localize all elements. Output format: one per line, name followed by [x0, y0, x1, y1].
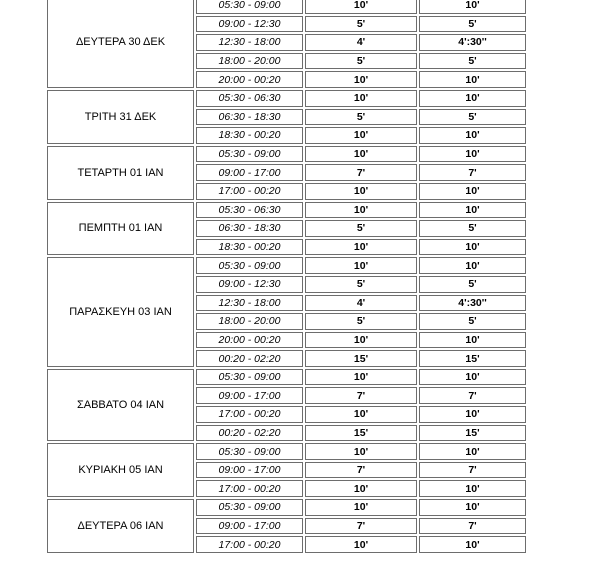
frequency-cell-a: 10' — [305, 257, 417, 274]
day-label: ΤΕΤΑΡΤΗ 01 ΙΑΝ — [47, 146, 194, 200]
time-range-cell: 05:30 - 09:00 — [196, 443, 303, 460]
frequency-cell-b: 5' — [419, 276, 526, 293]
frequency-cell-b: 10' — [419, 0, 526, 14]
time-range-cell: 20:00 - 00:20 — [196, 332, 303, 349]
frequency-cell-b: 10' — [419, 480, 526, 497]
frequency-cell-a: 5' — [305, 276, 417, 293]
day-label: ΔΕΥΤΕΡΑ 30 ΔΕΚ — [47, 0, 194, 88]
time-range-cell: 17:00 - 00:20 — [196, 536, 303, 553]
day-label: ΤΡΙΤΗ 31 ΔΕΚ — [47, 90, 194, 144]
frequency-cell-b: 10' — [419, 406, 526, 423]
time-range-cell: 18:00 - 20:00 — [196, 53, 303, 70]
day-label: ΔΕΥΤΕΡΑ 06 ΙΑΝ — [47, 499, 194, 553]
frequency-cell-a: 10' — [305, 239, 417, 256]
day-label: ΠΕΜΠΤΗ 01 ΙΑΝ — [47, 202, 194, 256]
time-range-cell: 12:30 - 18:00 — [196, 34, 303, 51]
table-row — [47, 0, 526, 14]
time-range-cell: 18:30 - 00:20 — [196, 239, 303, 256]
time-range-cell: 09:00 - 17:00 — [196, 518, 303, 535]
frequency-cell-b: 10' — [419, 202, 526, 219]
frequency-cell-a: 7' — [305, 387, 417, 404]
time-range-cell: 09:00 - 17:00 — [196, 387, 303, 404]
time-range-cell: 17:00 - 00:20 — [196, 183, 303, 200]
frequency-cell-b: 10' — [419, 239, 526, 256]
time-range-cell: 09:00 - 17:00 — [196, 164, 303, 181]
frequency-cell-b: 10' — [419, 332, 526, 349]
frequency-cell-a: 10' — [305, 183, 417, 200]
frequency-cell-b: 7' — [419, 462, 526, 479]
time-range-cell: 18:30 - 00:20 — [196, 127, 303, 144]
frequency-cell-a: 5' — [305, 53, 417, 70]
frequency-cell-b: 10' — [419, 257, 526, 274]
frequency-cell-b: 5' — [419, 16, 526, 33]
frequency-cell-a: 5' — [305, 16, 417, 33]
frequency-cell-b: 10' — [419, 183, 526, 200]
frequency-cell-b: 10' — [419, 443, 526, 460]
time-range-cell: 09:00 - 12:30 — [196, 276, 303, 293]
frequency-cell-a: 10' — [305, 71, 417, 88]
day-label: ΣΑΒΒΑΤΟ 04 ΙΑΝ — [47, 369, 194, 441]
frequency-cell-b: 10' — [419, 146, 526, 163]
frequency-cell-b: 10' — [419, 536, 526, 553]
frequency-cell-a: 5' — [305, 109, 417, 126]
table-row — [47, 499, 526, 516]
time-range-cell: 12:30 - 18:00 — [196, 295, 303, 312]
frequency-cell-a: 10' — [305, 202, 417, 219]
frequency-cell-b: 5' — [419, 220, 526, 237]
time-range-cell: 05:30 - 09:00 — [196, 0, 303, 14]
frequency-cell-b: 4':30'' — [419, 295, 526, 312]
table-row — [47, 202, 526, 219]
frequency-cell-b: 4':30'' — [419, 34, 526, 51]
frequency-cell-b: 7' — [419, 164, 526, 181]
frequency-cell-b: 10' — [419, 369, 526, 386]
frequency-cell-a: 7' — [305, 462, 417, 479]
frequency-cell-b: 5' — [419, 53, 526, 70]
time-range-cell: 05:30 - 09:00 — [196, 499, 303, 516]
frequency-cell-a: 10' — [305, 146, 417, 163]
frequency-cell-a: 10' — [305, 0, 417, 14]
frequency-cell-a: 15' — [305, 350, 417, 367]
frequency-cell-a: 7' — [305, 164, 417, 181]
schedule-body — [47, 0, 526, 553]
time-range-cell: 05:30 - 09:00 — [196, 146, 303, 163]
frequency-cell-a: 5' — [305, 313, 417, 330]
frequency-cell-b: 5' — [419, 313, 526, 330]
time-range-cell: 05:30 - 06:30 — [196, 202, 303, 219]
table-row — [47, 146, 526, 163]
time-range-cell: 05:30 - 09:00 — [196, 369, 303, 386]
frequency-cell-a: 10' — [305, 480, 417, 497]
frequency-cell-a: 10' — [305, 443, 417, 460]
table-row — [47, 257, 526, 274]
time-range-cell: 05:30 - 09:00 — [196, 257, 303, 274]
time-range-cell: 20:00 - 00:20 — [196, 71, 303, 88]
frequency-cell-a: 10' — [305, 406, 417, 423]
time-range-cell: 06:30 - 18:30 — [196, 220, 303, 237]
frequency-cell-a: 10' — [305, 499, 417, 516]
table-row — [47, 369, 526, 386]
frequency-cell-a: 10' — [305, 369, 417, 386]
frequency-cell-a: 4' — [305, 34, 417, 51]
frequency-cell-a: 15' — [305, 425, 417, 442]
frequency-cell-a: 4' — [305, 295, 417, 312]
day-label: ΚΥΡΙΑΚΗ 05 ΙΑΝ — [47, 443, 194, 497]
frequency-cell-b: 5' — [419, 109, 526, 126]
schedule-table — [45, 0, 528, 555]
frequency-cell-a: 10' — [305, 536, 417, 553]
frequency-cell-b: 10' — [419, 499, 526, 516]
frequency-cell-b: 15' — [419, 425, 526, 442]
day-label: ΠΑΡΑΣΚΕΥΗ 03 ΙΑΝ — [47, 257, 194, 367]
time-range-cell: 00:20 - 02:20 — [196, 350, 303, 367]
time-range-cell: 17:00 - 00:20 — [196, 480, 303, 497]
frequency-cell-a: 10' — [305, 127, 417, 144]
time-range-cell: 05:30 - 06:30 — [196, 90, 303, 107]
time-range-cell: 09:00 - 12:30 — [196, 16, 303, 33]
frequency-cell-b: 10' — [419, 71, 526, 88]
time-range-cell: 09:00 - 17:00 — [196, 462, 303, 479]
table-row — [47, 90, 526, 107]
time-range-cell: 00:20 - 02:20 — [196, 425, 303, 442]
time-range-cell: 18:00 - 20:00 — [196, 313, 303, 330]
frequency-cell-a: 5' — [305, 220, 417, 237]
table-row — [47, 443, 526, 460]
frequency-cell-a: 7' — [305, 518, 417, 535]
time-range-cell: 06:30 - 18:30 — [196, 109, 303, 126]
frequency-cell-b: 10' — [419, 127, 526, 144]
frequency-cell-b: 10' — [419, 90, 526, 107]
frequency-cell-a: 10' — [305, 90, 417, 107]
frequency-cell-a: 10' — [305, 332, 417, 349]
frequency-cell-b: 7' — [419, 518, 526, 535]
time-range-cell: 17:00 - 00:20 — [196, 406, 303, 423]
frequency-cell-b: 15' — [419, 350, 526, 367]
frequency-cell-b: 7' — [419, 387, 526, 404]
